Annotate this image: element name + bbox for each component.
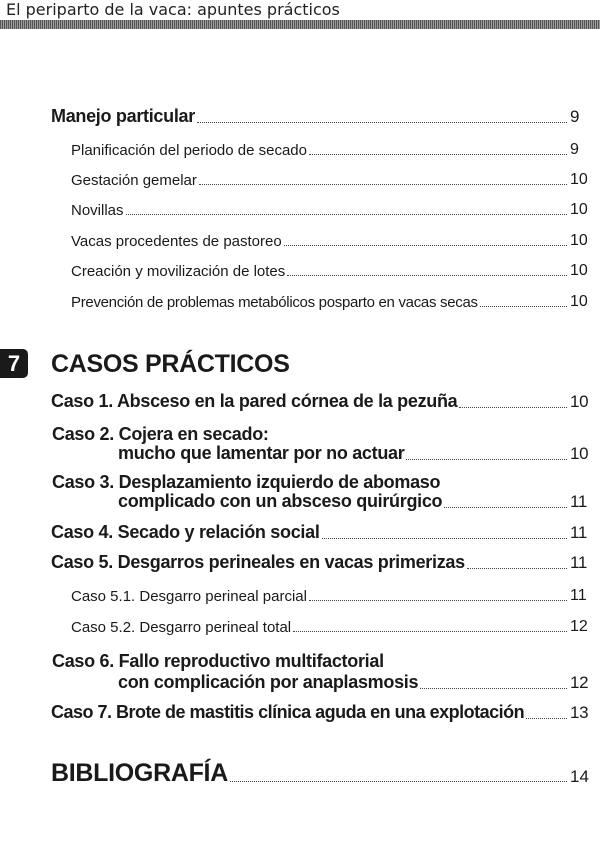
toc-entry-title: Caso 4. Secado y relación social [51,522,320,542]
dot-leader [293,631,567,632]
dot-leader [284,245,567,246]
dot-leader [420,688,567,689]
book-title: El periparto de la vaca: apuntes prácticos [6,0,340,19]
toc-entry-page: 11 [570,553,588,572]
dot-leader [322,538,567,539]
dot-leader [467,568,567,569]
toc-entry-title-line1: Caso 2. Cojera en secado: [52,424,269,444]
toc-entry-caso-5[interactable] [0,552,600,573]
dot-leader [309,600,567,601]
toc-entry-title-line2: con complicación por anaplasmosis [118,672,419,692]
toc-entry-page: 13 [570,703,589,722]
running-header [0,0,600,30]
toc-entry-page: 11 [570,492,588,511]
toc-entry-title: Caso 5.1. Desgarro perineal parcial [71,588,307,605]
header-rule [0,20,600,29]
toc-entry-title: Gestación gemelar [71,172,197,189]
toc-subentry[interactable] [0,232,600,250]
toc-entry-caso-5-2[interactable] [0,618,600,636]
dot-leader [309,154,567,155]
toc-entry-title: Caso 5.2. Desgarro perineal total [71,619,292,636]
toc-subentry[interactable] [0,171,600,189]
toc-entry-title: BIBLIOGRAFÍA [51,759,228,787]
toc-subentry[interactable] [0,293,600,311]
dot-leader [197,122,567,123]
toc-entry-page: 14 [570,767,589,786]
toc-entry-page: 9 [570,141,579,158]
toc-entry-page: 10 [570,201,588,218]
dot-leader [406,459,567,460]
toc-entry-page: 12 [570,618,588,635]
toc-entry-page: 11 [570,587,587,604]
dot-leader [526,718,567,719]
toc-entry-title: Caso 1. Absceso en la pared córnea de la pezuña [51,391,458,411]
dot-leader [126,214,567,215]
toc-entry-caso-5-1[interactable] [0,587,600,605]
toc-entry-title: Caso 7. Brote de mastitis clínica aguda en una explotación [51,702,525,722]
toc-subentry[interactable] [0,262,600,280]
toc-entry-caso-7[interactable] [0,702,600,723]
toc-subentry[interactable] [0,141,600,159]
toc-entry-page: 10 [570,262,588,279]
toc-entry-title: Creación y movilización de lotes [71,263,286,280]
toc-entry-title: Vacas procedentes de pastoreo [71,233,282,250]
dot-leader [480,306,567,307]
toc-entry-page: 10 [570,232,588,249]
toc-entry-title: Caso 5. Desgarros perineales en vacas primerizas [51,552,465,572]
toc-entry-title-line1: Caso 6. Fallo reproductivo multifactorial [52,651,384,671]
chapter-number-badge: 7 [0,349,28,378]
dot-leader [459,407,567,408]
toc-entry-page: 10 [570,444,589,463]
toc-entry-caso-4[interactable] [0,522,600,543]
dot-leader [444,507,567,508]
toc-entry-title: Planificación del periodo de secado [71,142,307,159]
toc-entry-page: 10 [570,171,588,188]
toc-entry-title-line1: Caso 3. Desplazamiento izquierdo de abomaso [52,472,441,492]
toc-entry-page: 12 [570,673,589,692]
toc-entry-page: 10 [570,392,589,411]
toc-entry-caso-2[interactable] [0,424,600,464]
chapter-title[interactable]: CASOS PRÁCTICOS [51,350,290,378]
toc-entry-title: Prevención de problemas metabólicos posparto en vacas secas [71,294,478,311]
dot-leader [287,275,567,276]
toc-entry-page: 10 [570,293,588,310]
dot-leader [199,184,567,185]
toc-entry-bibliografia[interactable] [0,759,600,788]
toc-entry-title: Novillas [71,202,124,219]
toc-entry-caso-3[interactable] [0,472,600,512]
toc-entry-page: 11 [570,523,588,542]
toc-entry-caso-6[interactable] [0,651,600,693]
toc-subentry[interactable] [0,201,600,219]
toc-entry-page: 9 [570,107,580,126]
toc-entry-manejo-particular[interactable] [0,106,600,127]
toc-entry-title: Manejo particular [51,106,195,126]
toc-entry-caso-1[interactable] [0,391,600,412]
dot-leader [230,781,567,782]
toc-entry-title-line2: mucho que lamentar por no actuar [118,443,405,463]
toc-entry-title-line2: complicado con un absceso quirúrgico [118,491,443,511]
